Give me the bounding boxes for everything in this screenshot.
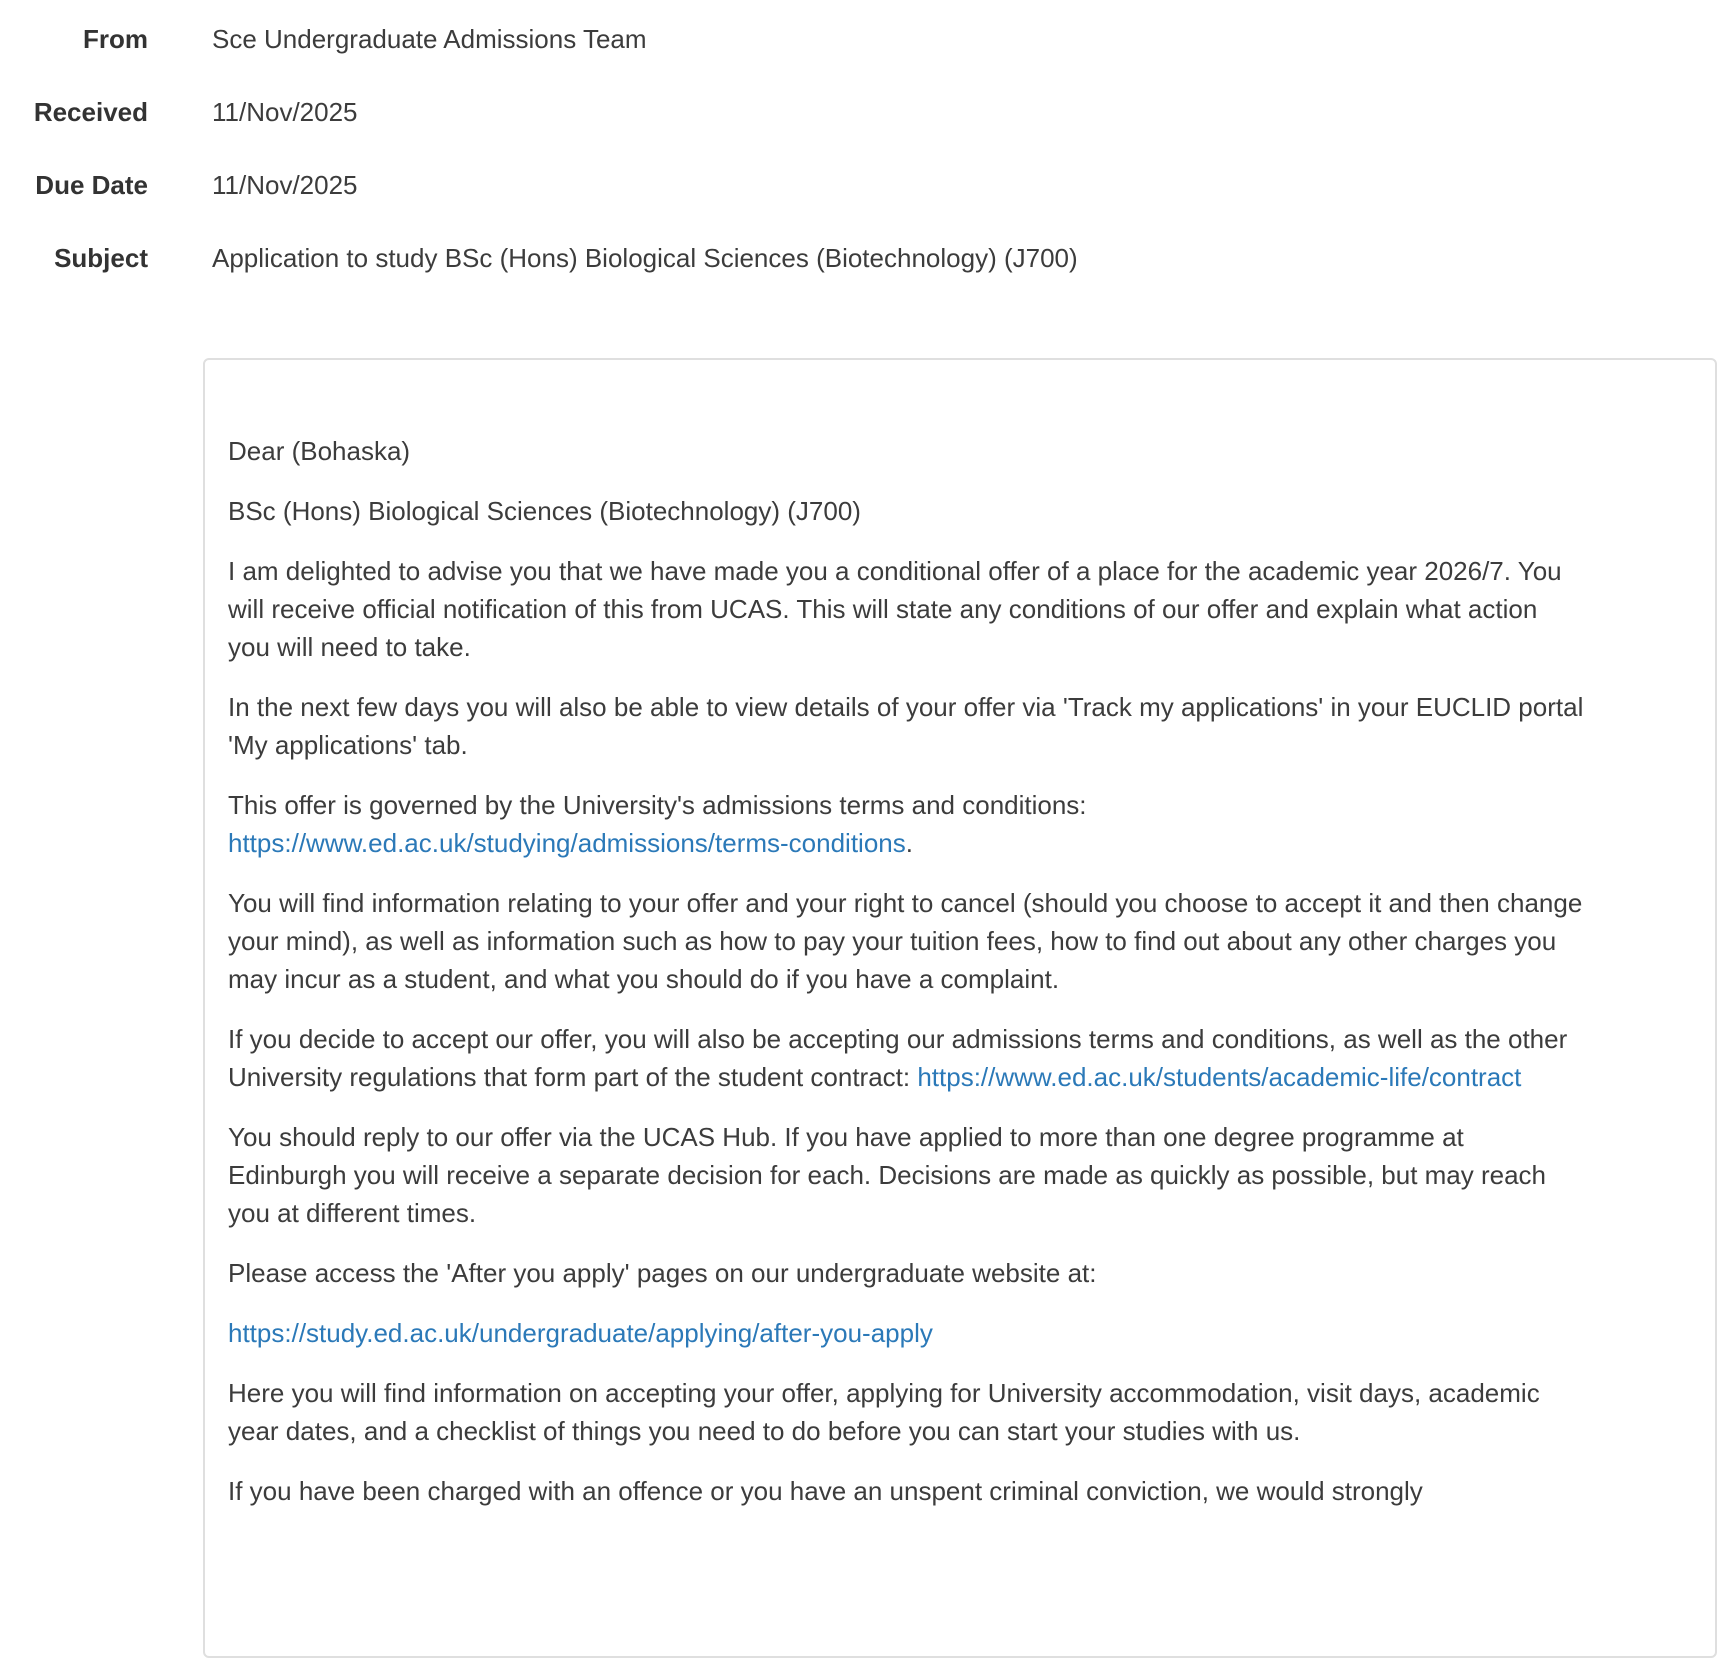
paragraph-text: This offer is governed by the University's admissions terms and conditions: (228, 790, 1087, 820)
message-paragraph (228, 1020, 1584, 1096)
paragraph-text: If you have been charged with an offence or you have an unspent criminal conviction, we would strongly (228, 1476, 1423, 1506)
field-row-received (0, 93, 1736, 131)
field-label-due-date: Due Date (35, 170, 148, 200)
paragraph-text: Dear (Bohaska) (228, 436, 411, 466)
paragraph-text: You should reply to our offer via the UCAS Hub. If you have applied to more than one degree programme at Edinburgh you will receive a separate decision for each. Decisions are made as quickly as possible, but may reach you at different times. (228, 1122, 1547, 1228)
message-paragraph (228, 786, 1584, 862)
message-paragraph (228, 688, 1584, 764)
hyperlink[interactable]: https://www.ed.ac.uk/studying/admissions/terms-conditions (228, 828, 906, 858)
message-body-panel (203, 358, 1717, 1658)
message-paragraph (228, 552, 1584, 666)
message-paragraph (228, 432, 1584, 470)
field-row-due-date (0, 166, 1736, 204)
field-value-from: Sce Undergraduate Admissions Team (212, 24, 647, 54)
paragraph-text: You will find information relating to your offer and your right to cancel (should you choose to accept it and then change your mind), as well as information such as how to pay your tuition fees, how to find out about any other charges you may incur as a student, and what you should do if you have a complaint. (228, 888, 1583, 994)
paragraph-text: . (905, 828, 913, 858)
field-label-received: Received (33, 97, 148, 127)
field-value-subject: Application to study BSc (Hons) Biological Sciences (Biotechnology) (J700) (212, 243, 1078, 273)
paragraph-text: In the next few days you will also be able to view details of your offer via 'Track my applications' in your EUCLID portal 'My applications' tab. (228, 692, 1584, 760)
message-paragraph (228, 884, 1584, 998)
paragraph-text: Please access the 'After you apply' pages on our undergraduate website at: (228, 1258, 1097, 1288)
message-paragraph (228, 1118, 1584, 1232)
hyperlink[interactable]: https://study.ed.ac.uk/undergraduate/applying/after-you-apply (228, 1318, 933, 1348)
paragraph-text: I am delighted to advise you that we have made you a conditional offer of a place for the academic year 2026/7. You will receive official notification of this from UCAS. This will state any conditions of our offer and explain what action you will need to take. (228, 556, 1562, 662)
field-label-subject: Subject (54, 243, 148, 273)
paragraph-text: BSc (Hons) Biological Sciences (Biotechnology) (J700) (228, 496, 861, 526)
field-label-from: From (83, 24, 148, 54)
message-paragraph (228, 1472, 1584, 1510)
field-row-from (0, 20, 1736, 58)
field-value-due-date: 11/Nov/2025 (212, 170, 358, 200)
paragraph-text: Here you will find information on accepting your offer, applying for University accommodation, visit days, academic year dates, and a checklist of things you need to do before you can start your studies with us. (228, 1378, 1540, 1446)
message-paragraph (228, 1254, 1584, 1292)
paragraph-text: If you decide to accept our offer, you will also be accepting our admissions terms and conditions, as well as the other University regulations that form part of the student contract: (228, 1024, 1568, 1092)
message-paragraph (228, 1314, 1584, 1352)
message-paragraph (228, 1374, 1584, 1450)
message-paragraph (228, 492, 1584, 530)
email-header-fields (0, 0, 1736, 277)
field-row-subject (0, 239, 1736, 277)
message-content (205, 360, 1715, 1592)
field-value-received: 11/Nov/2025 (212, 97, 358, 127)
hyperlink[interactable]: https://www.ed.ac.uk/students/academic-life/contract (917, 1062, 1522, 1092)
